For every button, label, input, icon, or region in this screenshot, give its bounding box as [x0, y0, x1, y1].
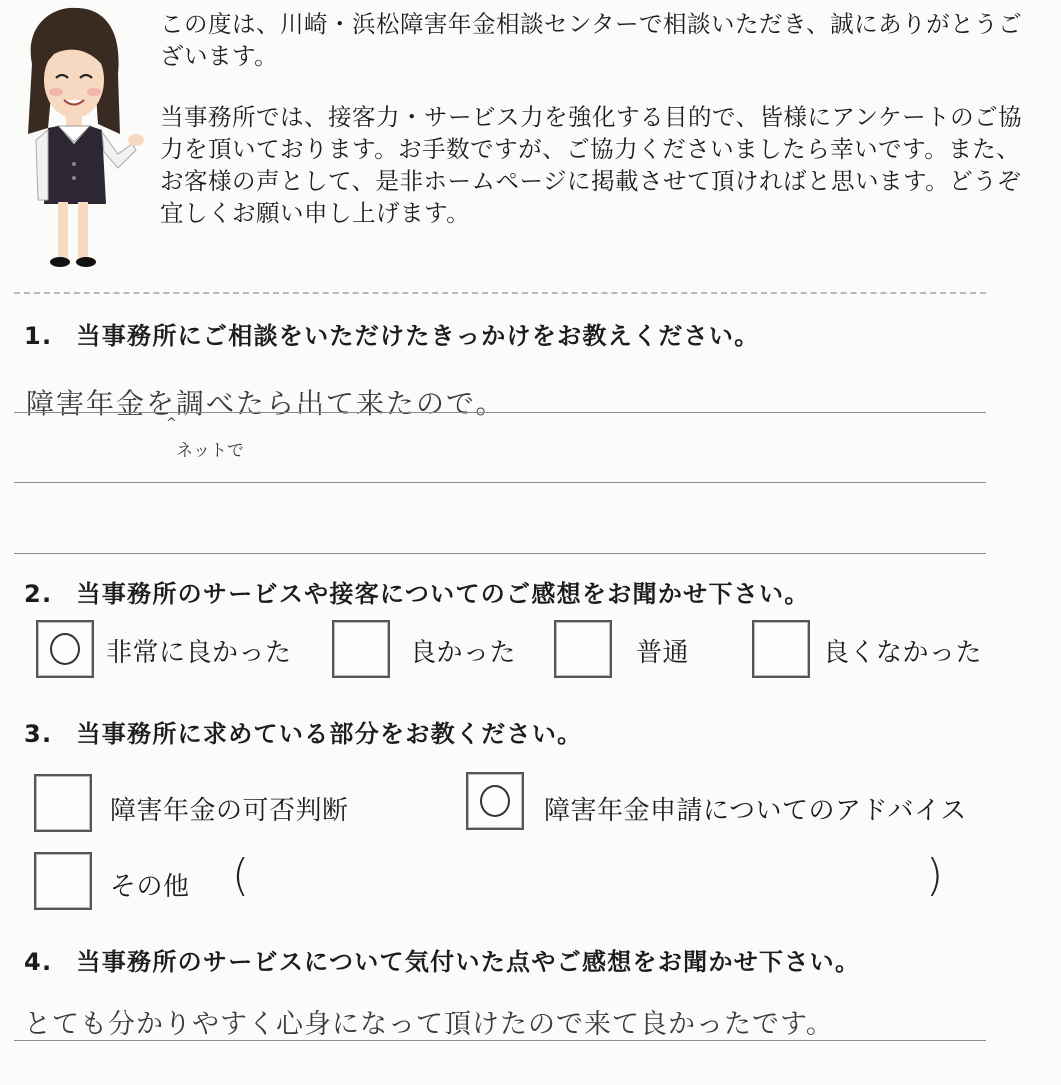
answer-1-insert: ネットで — [176, 441, 244, 461]
checkbox-eligibility[interactable] — [34, 774, 92, 832]
answer-line — [14, 482, 986, 483]
section-divider — [14, 292, 986, 294]
question-1 — [24, 316, 760, 351]
question-1-number: 1. — [24, 322, 53, 350]
checkbox-average[interactable] — [554, 620, 612, 678]
option-other-label: その他 — [110, 872, 190, 902]
question-3-number: 3. — [24, 720, 53, 748]
question-3-text: 当事務所に求めている部分をお教ください。 — [76, 720, 583, 748]
checkbox-application-advice[interactable] — [466, 772, 524, 830]
question-2-number: 2. — [24, 580, 53, 608]
option-eligibility-label: 障害年金の可否判断 — [110, 796, 349, 826]
question-2 — [24, 574, 810, 609]
intro-paragraph-1: この度は、川崎・浜松障害年金相談センターで相談いただき、誠にありがとうございます。 — [160, 10, 1023, 70]
option-not-good-label: 良くなかった — [823, 638, 983, 668]
staff-illustration — [14, 4, 154, 274]
question-4 — [24, 942, 860, 977]
answer-line — [14, 553, 986, 554]
option-good-label: 良かった — [410, 638, 517, 668]
answer-line — [14, 412, 986, 413]
question-2-text: 当事務所のサービスや接客についてのご感想をお聞かせ下さい。 — [76, 580, 810, 608]
question-3 — [24, 714, 582, 749]
question-4-number: 4. — [24, 948, 53, 976]
answer-1-caret: ^ — [166, 416, 177, 431]
checkbox-other[interactable] — [34, 852, 92, 910]
checkbox-good[interactable] — [332, 620, 390, 678]
paren-open: ( — [232, 850, 250, 901]
option-application-advice-label: 障害年金申請についてのアドバイス — [544, 796, 967, 826]
paren-close: ) — [926, 850, 944, 901]
intro-text — [160, 8, 1040, 229]
question-4-text: 当事務所のサービスについて気付いた点やご感想をお聞かせ下さい。 — [76, 948, 861, 976]
circle-mark — [480, 785, 510, 817]
answer-line — [14, 1040, 986, 1041]
answer-4-text: とても分かりやすく心身になって頂けたので来て良かったです。 — [24, 1009, 834, 1040]
intro-paragraph-2: 当事務所では、接客力・サービス力を強化する目的で、皆様にアンケートのご協力を頂いております。お手数ですが、ご協力くださいましたら幸いです。また、お客様の声として、是非ホームページに掲載させて頂ければと思います。どうぞ宜しくお願い申し上げます。 — [160, 103, 1023, 227]
question-1-text: 当事務所にご相談をいただけたきっかけをお教えください。 — [76, 322, 760, 350]
answer-1-text: 障害年金を調べたら出て来たので。 — [26, 387, 506, 420]
checkbox-not-good[interactable] — [752, 620, 810, 678]
option-very-good-label: 非常に良かった — [106, 638, 292, 668]
circle-mark — [50, 633, 80, 665]
checkbox-very-good[interactable] — [36, 620, 94, 678]
option-average-label: 普通 — [636, 638, 690, 668]
